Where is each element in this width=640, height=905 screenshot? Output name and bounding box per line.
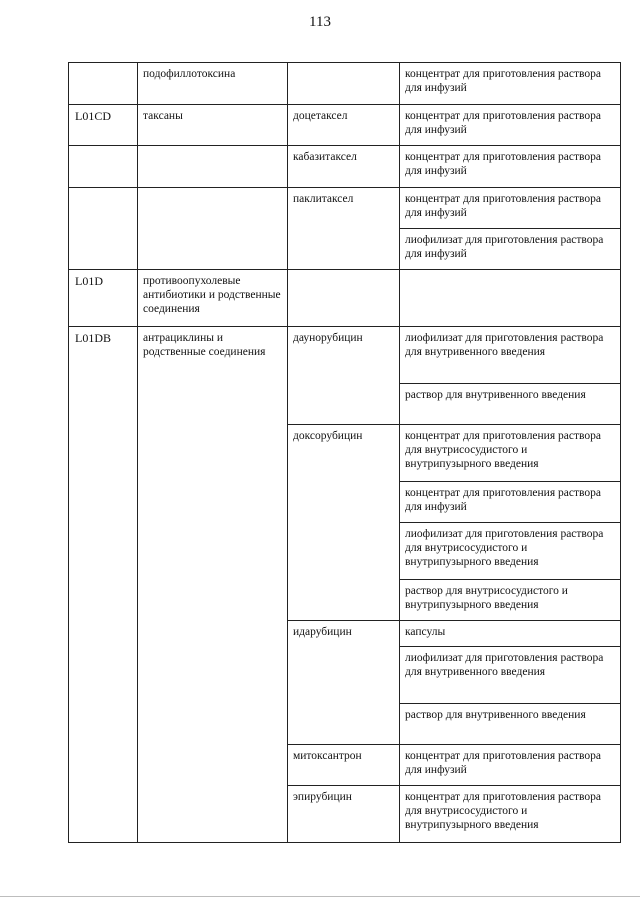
table-row: [69, 270, 621, 327]
table-row: [69, 63, 621, 105]
drug-cell: идарубицин: [288, 621, 400, 745]
drug-cell: доксорубицин: [288, 425, 400, 621]
drug-cell: эпирубицин: [288, 786, 400, 843]
dosage-form-cell: раствор для внутрисосудистого и внутрипузырного введения: [400, 580, 621, 621]
dosage-form-cell: концентрат для приготовления раствора для инфузий: [400, 63, 621, 105]
table-row: [69, 327, 621, 384]
group-cell: [138, 188, 288, 270]
group-cell: противоопухолевые антибиотики и родственные соединения: [138, 270, 288, 327]
dosage-form-cell: концентрат для приготовления раствора для инфузий: [400, 745, 621, 786]
drug-cell: паклитаксел: [288, 188, 400, 270]
table-row: [69, 146, 621, 188]
atc-code-cell: [69, 188, 138, 270]
scan-edge-line: [0, 896, 640, 897]
atc-code-cell: L01CD: [69, 105, 138, 146]
group-cell: антрациклины и родственные соединения: [138, 327, 288, 843]
dosage-form-cell: концентрат для приготовления раствора для инфузий: [400, 105, 621, 146]
dosage-form-cell: лиофилизат для приготовления раствора для инфузий: [400, 229, 621, 270]
atc-code-cell: [69, 63, 138, 105]
dosage-form-cell: раствор для внутривенного введения: [400, 384, 621, 425]
drug-cell: [288, 63, 400, 105]
dosage-form-cell: концентрат для приготовления раствора для инфузий: [400, 146, 621, 188]
dosage-form-cell: лиофилизат для приготовления раствора для внутрисосудистого и внутрипузырного введения: [400, 523, 621, 580]
table-row: [69, 105, 621, 146]
dosage-form-cell: концентрат для приготовления раствора для инфузий: [400, 188, 621, 229]
group-cell: подофиллотоксина: [138, 63, 288, 105]
dosage-form-cell: раствор для внутривенного введения: [400, 704, 621, 745]
dosage-form-cell: концентрат для приготовления раствора для внутрисосудистого и внутрипузырного введения: [400, 786, 621, 843]
dosage-form-cell: [400, 270, 621, 327]
drug-table: [68, 62, 621, 843]
drug-cell: митоксантрон: [288, 745, 400, 786]
dosage-form-cell: лиофилизат для приготовления раствора для внутривенного введения: [400, 647, 621, 704]
table-row: [69, 188, 621, 229]
dosage-form-cell: лиофилизат для приготовления раствора для внутривенного введения: [400, 327, 621, 384]
atc-code-cell: L01DB: [69, 327, 138, 843]
drug-cell: даунорубицин: [288, 327, 400, 425]
page-number: 113: [309, 14, 331, 30]
drug-cell: кабазитаксел: [288, 146, 400, 188]
atc-code-cell: [69, 146, 138, 188]
drug-cell: доцетаксел: [288, 105, 400, 146]
dosage-form-cell: капсулы: [400, 621, 621, 647]
dosage-form-cell: концентрат для приготовления раствора для инфузий: [400, 482, 621, 523]
drug-cell: [288, 270, 400, 327]
group-cell: [138, 146, 288, 188]
dosage-form-cell: концентрат для приготовления раствора для внутрисосудистого и внутрипузырного введения: [400, 425, 621, 482]
atc-code-cell: L01D: [69, 270, 138, 327]
group-cell: таксаны: [138, 105, 288, 146]
